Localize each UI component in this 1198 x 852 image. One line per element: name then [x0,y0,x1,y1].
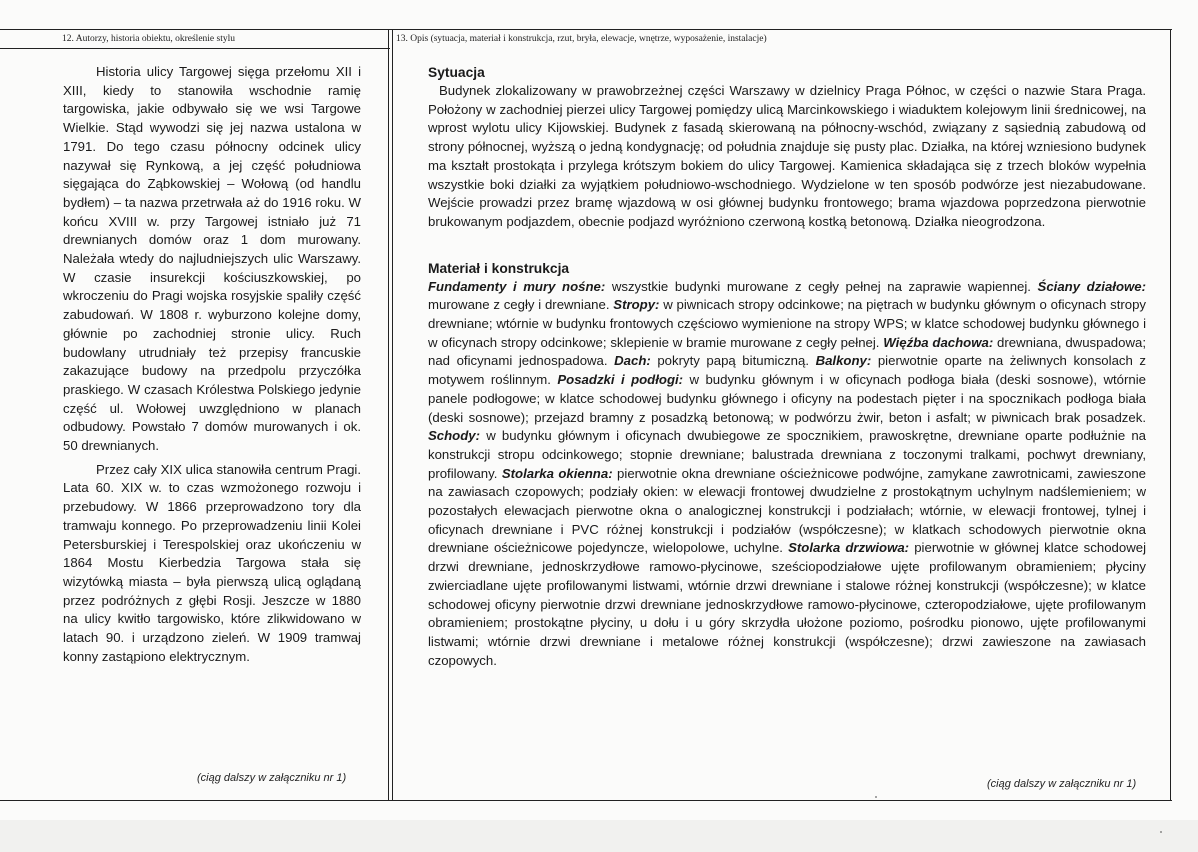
description-continuation-note: (ciąg dalszy w załączniku nr 1) [987,778,1137,790]
scan-speck [1160,831,1162,833]
item-lead: Dach: [614,353,651,369]
column-divider [388,29,389,801]
material-heading: Materiał i konstrukcja [428,260,570,276]
item-lead: Posadzki i podłogi: [557,372,684,388]
scan-speck [875,796,877,798]
item-text: w budynku głównym i w oficynach podłoga biała (deski sosnowe), wtórnie panele podłogowe; w klatce schodowej budynku głównego i oficyny na podestach pięter i na spocznikach podłoga biała (deski sosnowe); przejazd bramny z posadzką betonową; w podwórzu żwir, beton i asfalt; w piwnicach brak posadzek. [428,372,1146,425]
item-text: pierwotnie okna drewniane ościeżnicowe podwójne, zamykane zawrotnicami, zawieszone na zawiasach czopowych; podziały okien: w elewacji frontowej dwudzielne z prostokątnym uchylnym nadślemieniem; w pozostałych elewacjach pierwotne okna o analogicznej konstrukcji i podziałach; wtórnie, w elewacji frontowej, tylnej i oficynach drewniane i PVC różnej konstrukcji i podziałów (współczesne); w klatkach schodowych pierwotnie okna drewniane ościeżnicowe pojedyncze, wielopolowe, uchylne. [428,465,1146,556]
history-paragraph: Historia ulicy Targowej sięga przełomu XII i XIII, kiedy to stanowiła wschodnie ramię targowiska, jakie odbywało się we wsi Targowe Wielkie. Stąd wywodzi się jej nazwa ustalona w 1791. Do tego czasu północny odcinek ulicy nazywał się Rynkową, a jej część południowa sięgająca do Ząbkowskiej – Wołową (od handlu bydłem) – ta nazwa przetrwała aż do 1916 roku. W końcu XVIII w. przy Targowej istniało już 71 drewnianych domów oraz 1 dom murowany. Należała wtedy do najludniejszych ulic Warszawy. W czasie insurekcji kościuszkowskiej, po wkroczeniu do Pragi wojska rosyjskie spaliły część zabudowań. W 1808 r. wyburzono kolejne domy, głównie po zachodniej stronie ulicy. Ruch budowlany utrudniały też przepisy francuskie zakazujące budowy na przedpolu przyczółka praskiego. W czasach Królestwa Polskiego jedynie część ul. Wołowej uwzględniono w planach odbudowy. Powstało 7 domów murowanych i ok. 50 drewnianych. [63,64,361,454]
item-text: pierwotnie w głównej klatce schodowej drzwi drewniane, jednoskrzydłowe ramowo-płycinowe, sześciopodziałowe ujęte profilowanym obramieniem; płyciny zwierciadlane ujęte profilowanymi listwami, wtórnie drzwi drewniane i stalowe różnej konstrukcji (współczesne); w klatce schodowej oficyny pierwotnie drzwi drewniane jednoskrzydłowe ramowo-płycinowe, czteropodziałowe, ujęte profilowanym obramieniem; prostokątne płyciny, u dołu i u góry skrzydła ułożone poziomo, pośrodku pionowo, ujęte profilowanymi listwami; wtórnie drzwi drewniane i metalowe różnej konstrukcji (współczesne); drzwi zawieszone na zawiasach czopowych. [428,540,1146,668]
column-divider-inner [392,29,393,801]
top-rule [0,29,1172,30]
item-text: wszystkie budynki murowane z cegły pełnej na zaprawie wapiennej. [605,278,1038,294]
item-text: pokryty papą bitumiczną. [650,353,816,369]
scan-bottom-margin [0,820,1198,852]
item-lead: Więźba dachowa: [883,334,994,350]
item-lead: Balkony: [815,353,872,369]
section-header-description: 13. Opis (sytuacja, materiał i konstrukcja, rzut, bryła, elewacje, wnętrze, wyposażenie, instalacje) [396,34,767,44]
bottom-rule [0,800,1172,801]
situation-heading: Sytuacja [428,65,485,80]
section-header-history: 12. Autorzy, historia obiektu, określenie stylu [62,34,235,44]
item-text: murowane z cegły i drewniane. [428,297,614,313]
item-text: drewniana, dwuspadowa; nad oficynami jednospadowa. [428,334,1146,369]
history-column [63,63,361,667]
description-column [428,63,1146,670]
history-continuation-note: (ciąg dalszy w załączniku nr 1) [197,772,347,784]
item-lead: Ściany działowe: [1037,278,1146,294]
situation-text: Budynek zlokalizowany w prawobrzeżnej części Warszawy w dzielnicy Praga Północ, w części o nazwie Stara Praga. Położony w zachodniej pierzei ulicy Targowej pomiędzy ulicą Marcinkowskiego i wiaduktem kolejowym linii średnicowej, na wprost wylotu ulicy Kijowskiej. Budynek z fasadą skierowaną na północny-wschód, związany z sąsiednią zabudową od strony północnej, wyższą o jedną kondygnację; od południa znajduje się pusty plac. Działka, na której wzniesiono budynek ma kształt prostokąta i przylega krótszym bokiem do ulicy Targowej. Kamienica składająca się z trzech bloków wypełnia wszystkie boki działki za wyjątkiem południowo-wschodniego. Wydzielone w ten sposób podwórze jest niezabudowane. Wejście prowadzi przez bramę wjazdową w osi głównej budynku frontowego; brama wjazdowa poprzedzona pierwotnie brukowanym podjazdem, obecnie podjazd wyróżniono czerwoną kostką betonową. Działka nieogrodzona. [428,83,1146,229]
item-lead: Stropy: [613,297,660,313]
header-rule-left [0,48,390,49]
item-text: pierwotnie oparte na żeliwnych konsolach z motywem roślinnym. [428,353,1146,388]
item-lead: Fundamenty i mury nośne: [428,278,606,294]
item-lead: Stolarka okienna: [501,465,613,481]
history-paragraph: Przez cały XIX ulica stanowiła centrum Pragi. Lata 60. XIX w. to czas wzmożonego rozwoju i przebudowy. W 1866 przeprowadzono tory dla tramwaju konnego. Po przeprowadzeniu linii Kolei Petersburskiej i Terespolskiej oraz ukończeniu w 1864 Mostu Kierbedzia Targowa stała się wizytówką miasta – była pierwszą ulicą oglądaną przez podróżnych z głębi Rosji. Jeszcze w 1880 na ulicy kwitło targowisko, które zlikwidowano w latach 90. i urządzono zieleń. W 1909 tramwaj konny zastąpiono elektrycznym. [63,461,361,664]
item-text: w budynku głównym i oficynach dwubiegowe ze spocznikiem, prawoskrętne, drewniane oparte podłużnie na konstrukcji stropu odcinkowego; stopnie drewniane; balustrada drewniana z toczonymi tralkami, pochwyt drewniany, profilowany. [428,428,1146,481]
material-text [428,278,1146,671]
right-border [1170,29,1171,801]
item-lead: Schody: [428,428,481,444]
item-text: w piwnicach stropy odcinkowe; na piętrach w budynku głównym o oficynach stropy drewniane; wtórnie w budynku frontowych częściowo wymienione na stropy WPS; w klatce schodowej budynku głównego i w oficynach stropy odcinkowe; sklepienie w bramie murowane z cegły pełnej. [428,297,1147,350]
item-lead: Stolarka drzwiowa: [788,540,910,556]
